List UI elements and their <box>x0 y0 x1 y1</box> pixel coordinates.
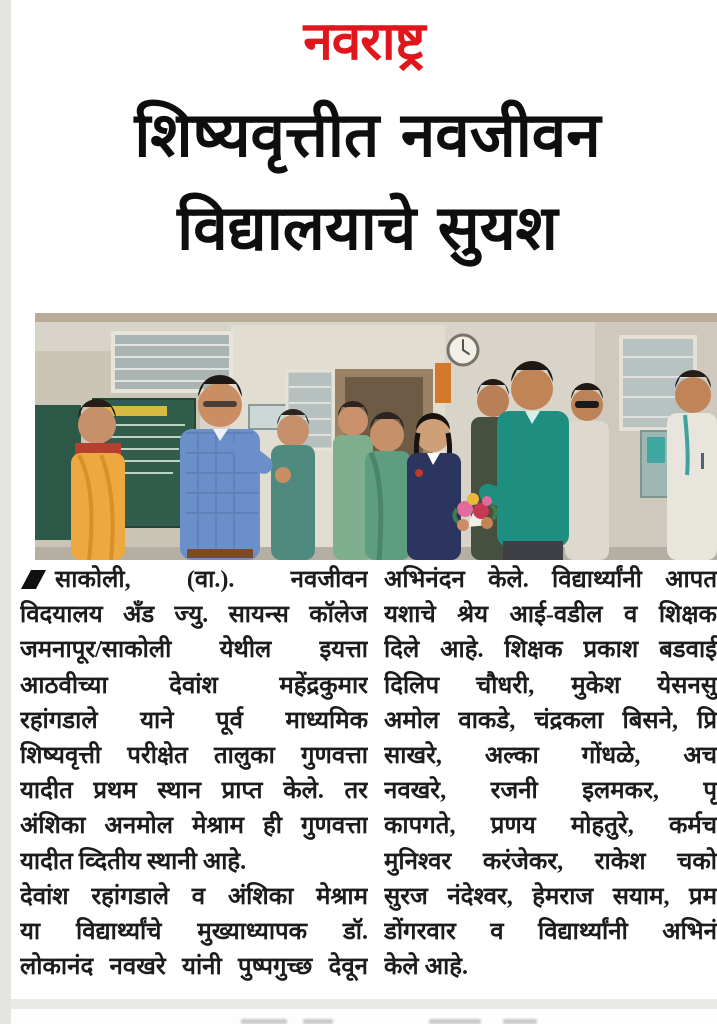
headline-line-1: शिष्यवृत्तीत नवजीवन <box>134 98 601 171</box>
body-line: अंशिका अनमोल मेश्राम ही गुणवत्ता <box>20 813 368 840</box>
body-line: अभिनंदन केले. विद्यार्थ्यांनी आपत <box>384 567 717 593</box>
person-teacher-spectacled-woman <box>271 409 315 560</box>
dateline: साकोली, (वा.). <box>55 567 235 593</box>
body-line: देवांश रहांगडाले व अंशिका मेश्राम <box>20 883 368 910</box>
body-line: दिलिप चौधरी, मुकेश येसनसु <box>384 672 717 699</box>
body-line: यादीत व्दितीय स्थानी आहे. <box>20 848 247 875</box>
article-photo <box>35 313 717 560</box>
body-line: मुनिश्वर करंजेकर, राकेश चको <box>384 848 717 875</box>
body-line: डोंगरवार व विद्यार्थ्यांनी अभिनं <box>384 919 717 946</box>
clipping-separator <box>11 999 717 1009</box>
next-clipping-edge <box>11 1009 717 1024</box>
body-line: साखरे, अल्का गोंधळे, अच <box>384 743 717 770</box>
body-line: कापगते, प्रणय मोहतुरे, कर्मच <box>384 813 717 840</box>
body-line: आठवीच्या देवांश महेंद्रकुमार <box>20 672 368 699</box>
body-line: लोकानंद नवखरे यांनी पुष्पगुच्छ देवून <box>20 954 368 981</box>
dateline-marker-icon <box>21 570 46 589</box>
page-edge-strip <box>0 0 11 1024</box>
body-line: रहांगडाले याने पूर्व माध्यमिक <box>20 707 368 734</box>
body-line: सुरज नंदेश्वर, हेमराज सयाम, प्रम <box>384 883 717 910</box>
article-column-right <box>384 563 717 985</box>
body-line: नवखरे, रजनी इलमकर, पृ <box>384 778 717 805</box>
photo-illustration <box>35 313 717 560</box>
masthead-title: नवराष्ट्र <box>303 11 425 72</box>
body-line: जमनापूर/साकोली येथील इयत्ता <box>20 637 368 664</box>
body-line: यादीत प्रथम स्थान प्राप्त केले. तर <box>20 778 368 805</box>
headline-line-2: विद्यालयाचे सुयश <box>177 191 558 264</box>
wall-clock-icon <box>448 335 478 365</box>
body-line: केले आहे. <box>384 954 468 981</box>
article-column-left <box>20 563 368 985</box>
lead-rest: नवजीवन <box>290 567 368 593</box>
body-line: शिष्यवृत्ती परीक्षेत तालुका गुणवत्ता <box>20 743 368 770</box>
body-line: दिले आहे. शिक्षक प्रकाश बडवाई <box>384 637 717 664</box>
article-body <box>20 563 717 985</box>
article-headline <box>18 88 717 274</box>
body-line: अमोल वाकडे, चंद्रकला बिसने, प्रि <box>384 707 717 734</box>
body-line: यशाचे श्रेय आई-वडील व शिक्षक <box>384 602 717 629</box>
lead-line <box>20 563 368 598</box>
body-line: विदयालय अँड ज्यु. सायन्स कॉलेज <box>20 602 368 629</box>
body-line: या विद्यार्थ्यांचे मुख्याध्यापक डॉ. <box>20 919 368 946</box>
